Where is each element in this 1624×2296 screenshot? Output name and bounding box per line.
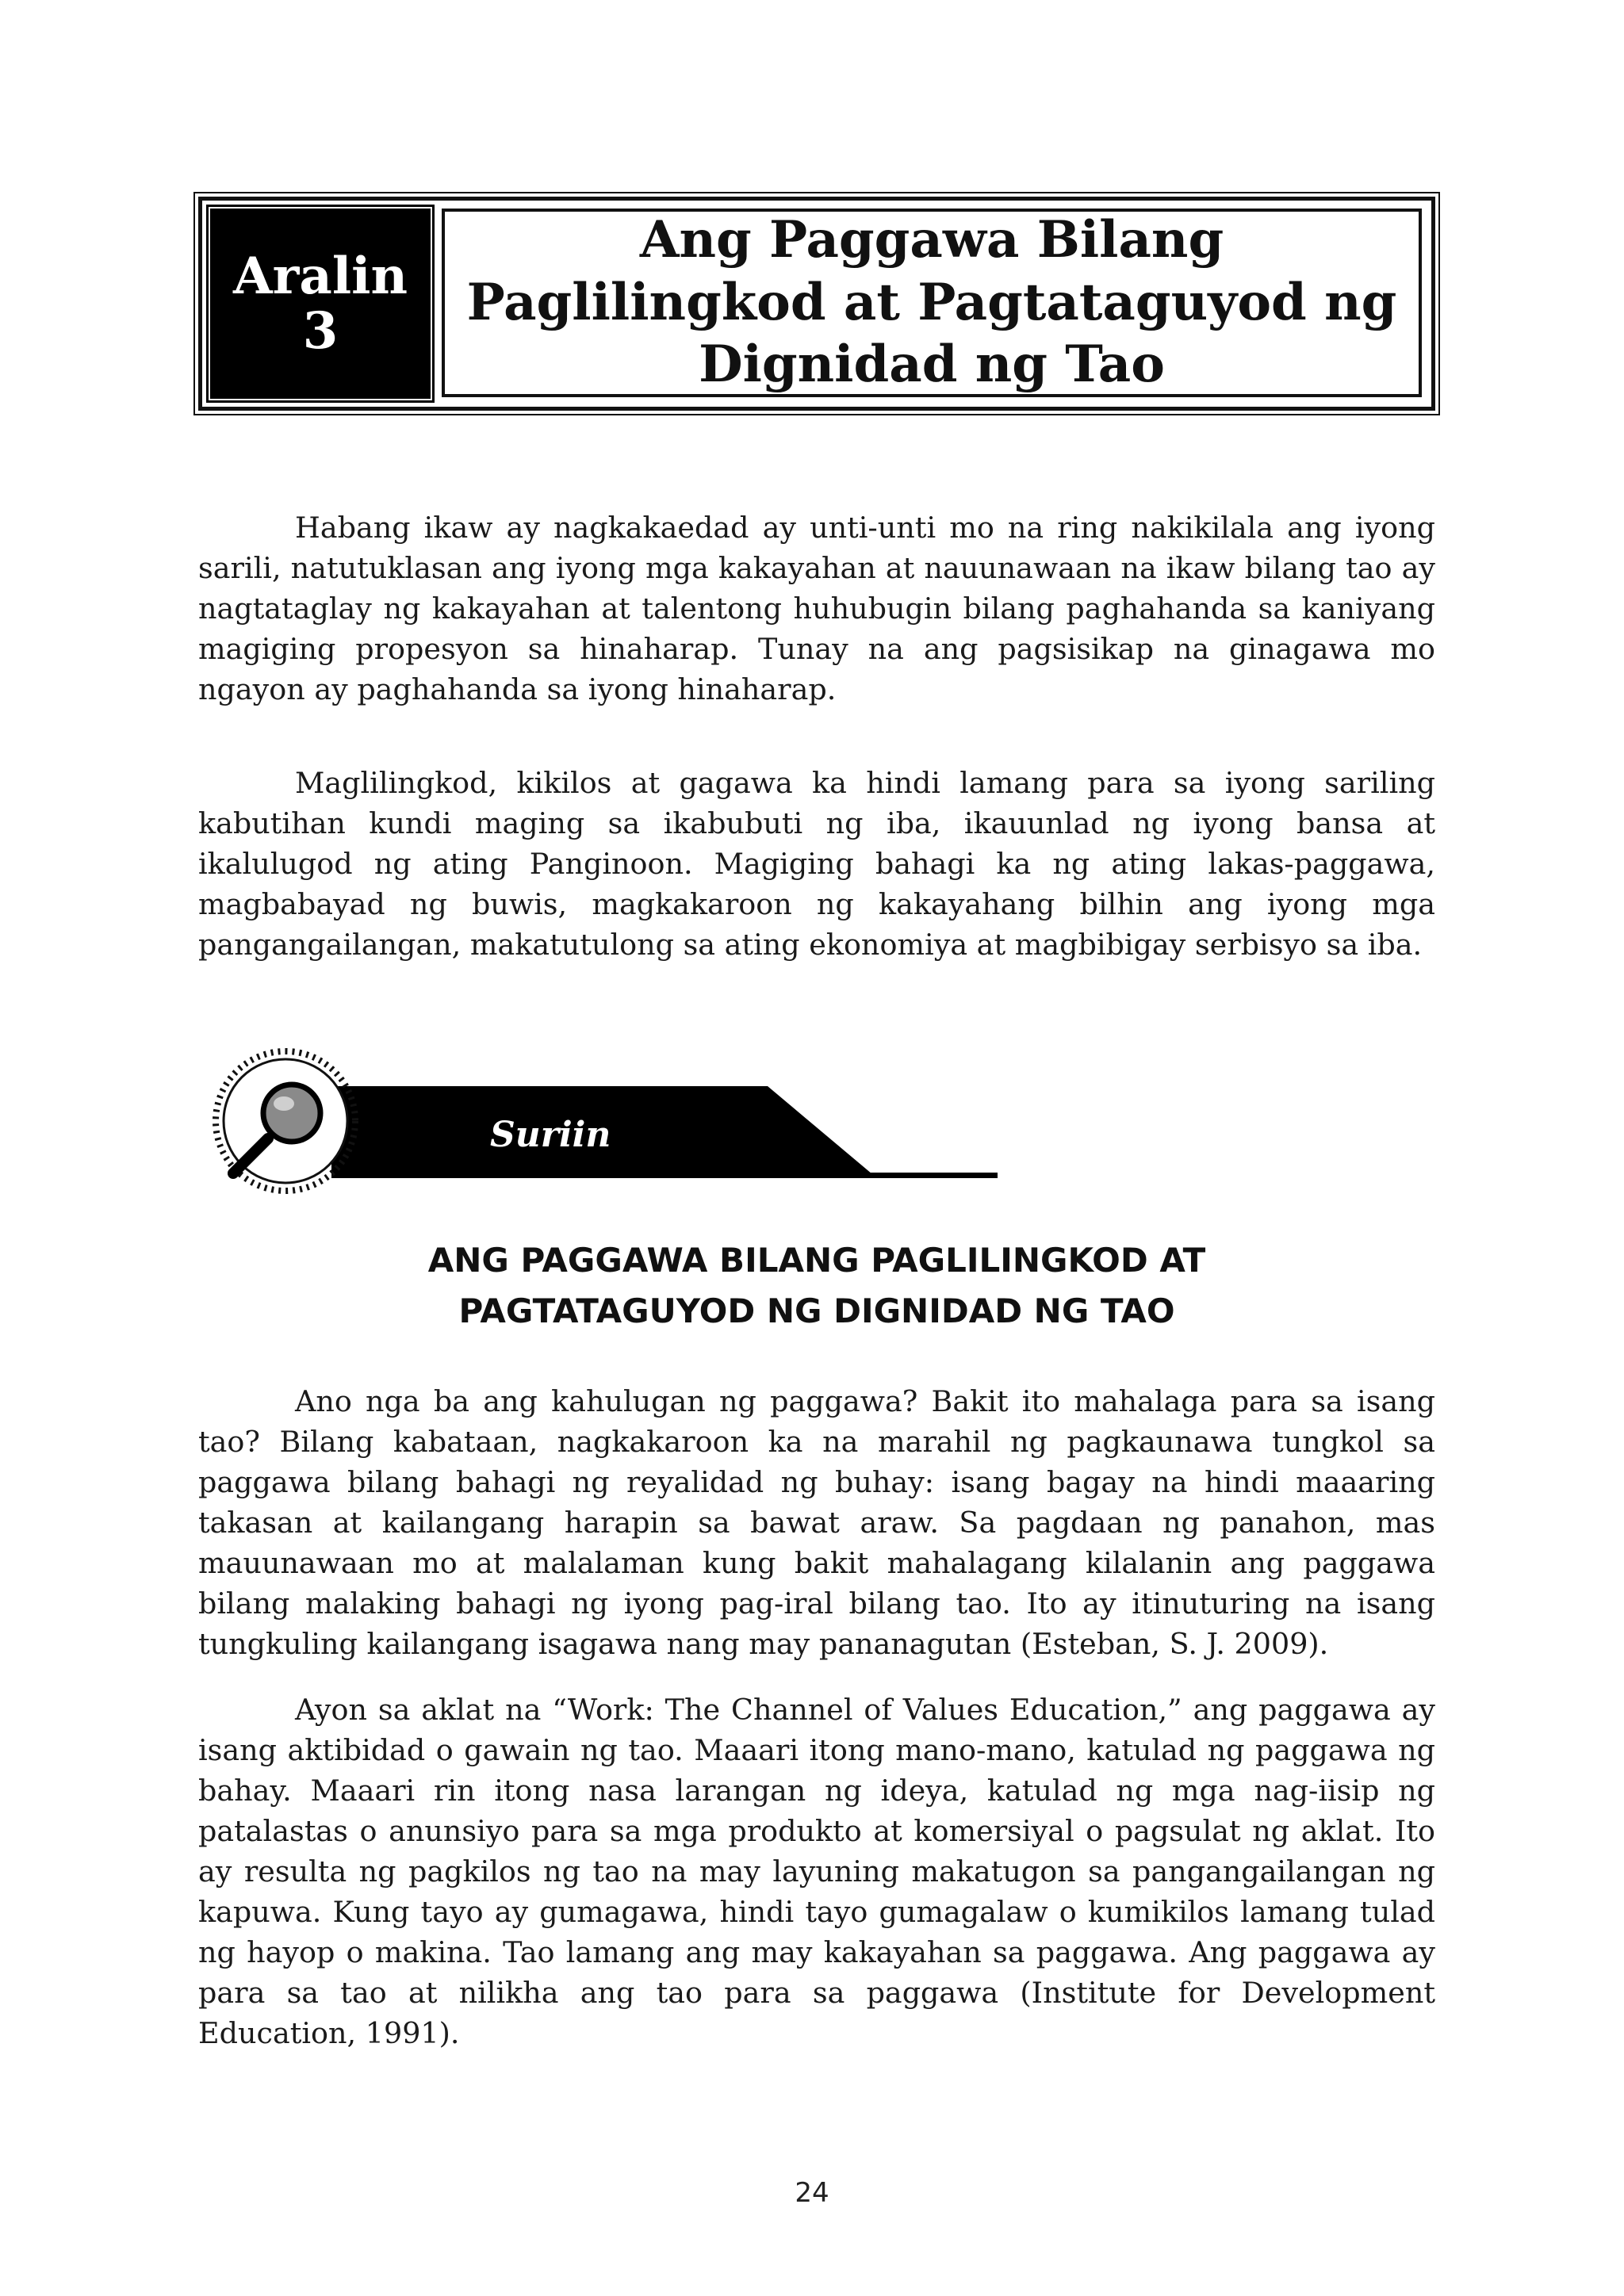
- section-heading: [198, 1235, 1435, 1337]
- section-heading-line-1: ANG PAGGAWA BILANG PAGLILINGKOD AT: [427, 1241, 1206, 1280]
- intro-paragraph-2: Maglilingkod, kikilos at gagawa ka hindi lamang para sa iyong sariling kabutihan kundi maging sa ikabubuti ng iba, ikauunlad ng iyong bansa at ikalulugod ng ating Panginoon. Magiging bahagi ka ng ating lakas-paggawa, magbabayad ng buwis, magkakaroon ng kakayahang bilhin ang iyong mga pangangailangan, makatutulong sa ating ekonomiya at magbibigay serbisyo sa iba.: [198, 766, 1435, 962]
- section-heading-line-2: PAGTATAGUYOD NG DIGNIDAD NG TAO: [458, 1292, 1175, 1330]
- page-number: 24: [795, 2177, 829, 2209]
- lesson-header: [198, 197, 1435, 411]
- lesson-title-box: [442, 209, 1422, 397]
- section-paragraph-2: Ayon sa aklat na “Work: The Channel of Values Education,” ang paggawa ay isang aktibidad o gawain ng tao. Maaari itong mano-mano, katulad ng paggawa ng bahay. Maaari rin itong nasa larangan ng ideya, katulad ng mga nag-iisip ng patalastas o anunsiyo para sa mga produkto at komersiyal o pagsulat ng aklat. Ito ay resulta ng pagkilos ng tao na may layuning makatugon sa pangangailangan ng kapuwa. Kung tayo ay gumagawa, hindi tayo gumagalaw o kumikilos lamang tulad ng hayop o makina. Tao lamang ang may kakayahan sa paggawa. Ang paggawa ay para sa tao at nilikha ang tao para sa paggawa (Institute for Development Education, 1991).: [198, 1693, 1435, 2050]
- lesson-label: Aralin: [233, 246, 408, 306]
- suriin-banner: [213, 1045, 998, 1203]
- suriin-banner-graphic: [213, 1045, 998, 1203]
- lesson-title: Ang Paggawa Bilang Paglilingkod at Pagtataguyod ng Dignidad ng Tao: [466, 209, 1397, 395]
- suriin-label: Suriin: [490, 1115, 611, 1155]
- lesson-number: 3: [302, 301, 339, 361]
- intro-paragraph-1: Habang ikaw ay nagkakaedad ay unti-unti mo na ring nakikilala ang iyong sarili, natutuklasan ang iyong mga kakayahan at nauunawaan na ikaw bilang tao ay nagtataglay ng kakayahan at talentong huhubugin bilang paghahanda sa kaniyang magiging propesyon sa hinaharap. Tunay na ang pagsisikap na ginagawa mo ngayon ay paghahanda sa iyong hinaharap.: [198, 511, 1435, 706]
- section-paragraph-1: Ano nga ba ang kahulugan ng paggawa? Bakit ito mahalaga para sa isang tao? Bilang kabataan, nagkakaroon ka na marahil ng pagkaunawa tungkol sa paggawa bilang bahagi ng reyalidad ng buhay: isang bagay na hindi maaaring takasan at kailangang harapin sa bawat araw. Sa pagdaan ng panahon, mas mauunawaan mo at malalaman kung bakit mahalagang kilalanin ang paggawa bilang malaking bahagi ng iyong pag-iral bilang tao. Ito ay itinuturing na isang tungkuling kailangang isagawa nang may pananagutan (Esteban, S. J. 2009).: [198, 1384, 1435, 1661]
- lesson-number-box: [209, 207, 432, 400]
